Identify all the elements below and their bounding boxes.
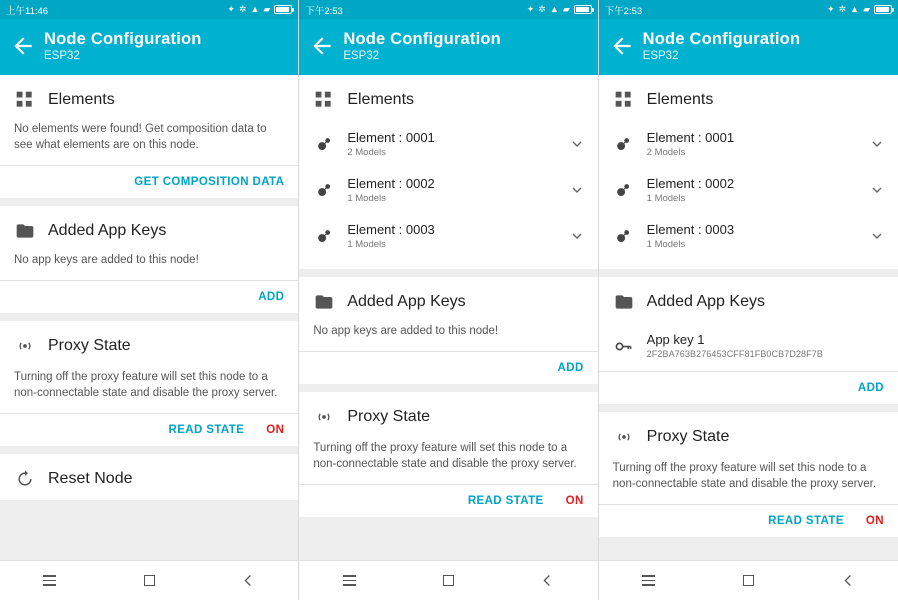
bluetooth-icon: ✦ [227, 4, 235, 14]
home-icon[interactable] [129, 561, 169, 600]
wifi-icon: ▲ [850, 4, 860, 14]
scroll-body[interactable] [599, 75, 898, 560]
appkeys-card-title: Added App Keys [48, 222, 167, 239]
proxy-description: Turning off the proxy feature will set this node to a non-connectable state and disable the proxy server. [612, 462, 877, 490]
elements-empty-text: No elements were found! Get composition data to see what elements are on this node. [14, 123, 267, 151]
element-models: 2 Models [646, 147, 686, 158]
battery-icon [274, 5, 292, 14]
proxy-card [299, 392, 597, 517]
chevron-down-icon[interactable] [568, 135, 586, 153]
status-bar [299, 0, 597, 19]
appkeys-card-actions [0, 281, 298, 313]
proxy-state-toggle[interactable]: ON [565, 495, 584, 507]
appkeys-empty-text: No app keys are added to this node! [313, 325, 499, 337]
proxy-card-title: Proxy State [347, 408, 431, 425]
gear-icon: ✲ [238, 4, 247, 14]
element-name: Element : 0001 [347, 130, 435, 145]
element-node-icon [613, 133, 635, 155]
status-clock: 上午11:46 [6, 5, 49, 17]
signal-icon: ▰ [863, 4, 870, 14]
scroll-body[interactable] [299, 75, 597, 560]
proxy-state-toggle[interactable]: ON [266, 424, 285, 436]
proxy-state-toggle[interactable]: ON [865, 515, 884, 527]
status-icons [827, 5, 892, 14]
list-item[interactable] [299, 213, 597, 259]
proxy-card [0, 321, 298, 446]
signal-icon: ▰ [263, 4, 271, 14]
proxy-card-actions [599, 505, 898, 537]
wifi-icon: ▲ [250, 4, 260, 14]
scroll-body[interactable] [0, 75, 298, 560]
proxy-broadcast-icon [613, 426, 635, 448]
back-icon[interactable] [528, 561, 568, 600]
page-title: Node Configuration [44, 30, 202, 48]
elements-card-header [299, 75, 597, 121]
status-icons [527, 5, 592, 14]
chevron-down-icon[interactable] [868, 181, 886, 199]
page-title: Node Configuration [343, 30, 501, 48]
folder-icon [313, 291, 335, 313]
element-node-icon [313, 179, 335, 201]
gear-icon: ✲ [538, 4, 546, 14]
reset-node-card [0, 454, 298, 500]
elements-card-actions [0, 166, 298, 198]
appkeys-card-title: Added App Keys [646, 293, 765, 310]
page-subtitle: ESP32 [642, 50, 679, 62]
add-app-key-button[interactable]: ADD [258, 291, 285, 303]
element-node-icon [613, 225, 635, 247]
recents-icon[interactable] [629, 561, 669, 600]
app-bar [599, 19, 898, 75]
chevron-down-icon[interactable] [868, 135, 886, 153]
system-nav-bar [599, 560, 898, 600]
app-key-value: 2F2BA763B276453CFF81FB0CB7D28F7B [646, 349, 823, 359]
proxy-card-actions [299, 485, 597, 517]
elements-card [0, 75, 298, 198]
elements-card-title: Elements [48, 91, 115, 108]
appkeys-card-header [0, 206, 298, 252]
screen-2 [299, 0, 598, 600]
element-name: Element : 0002 [347, 176, 435, 191]
chevron-down-icon[interactable] [568, 181, 586, 199]
chevron-down-icon[interactable] [568, 227, 586, 245]
status-clock: 下午2:53 [305, 5, 343, 17]
element-name: Element : 0002 [646, 176, 735, 191]
elements-card-header [0, 75, 298, 121]
appkeys-card-actions [299, 352, 597, 384]
page-subtitle: ESP32 [343, 50, 380, 62]
status-icons [227, 5, 292, 14]
list-item[interactable] [599, 323, 898, 371]
elements-card [299, 75, 597, 269]
system-nav-bar [0, 560, 298, 600]
add-app-key-button[interactable]: ADD [557, 362, 584, 374]
element-models: 2 Models [347, 147, 386, 158]
key-icon [613, 335, 635, 357]
proxy-card-header [299, 392, 597, 438]
proxy-card-actions [0, 414, 298, 446]
wifi-icon: ▲ [549, 4, 559, 14]
back-icon[interactable] [229, 561, 269, 600]
proxy-description: Turning off the proxy feature will set this node to a non-connectable state and disable the proxy server. [313, 442, 577, 470]
appkeys-empty-text: No app keys are added to this node! [14, 254, 199, 266]
appkeys-card [0, 206, 298, 313]
element-node-icon [613, 179, 635, 201]
appkeys-card [599, 277, 898, 404]
proxy-card-header [599, 412, 898, 458]
back-arrow-icon[interactable] [609, 33, 635, 59]
list-item[interactable] [299, 121, 597, 167]
element-models: 1 Models [646, 239, 686, 250]
read-state-button[interactable]: READ STATE [168, 424, 245, 436]
element-name: Element : 0003 [646, 222, 735, 237]
list-item[interactable] [299, 167, 597, 213]
element-node-icon [313, 133, 335, 155]
list-item[interactable] [599, 167, 898, 213]
elements-card-title: Elements [347, 91, 415, 108]
element-node-icon [313, 225, 335, 247]
back-icon[interactable] [828, 561, 868, 600]
home-icon[interactable] [428, 561, 468, 600]
add-app-key-button[interactable]: ADD [857, 382, 884, 394]
proxy-description: Turning off the proxy feature will set this node to a non-connectable state and disable the proxy server. [14, 371, 278, 399]
reset-node-header[interactable] [0, 454, 298, 500]
elements-card [599, 75, 898, 269]
appkeys-card-header [299, 277, 597, 323]
proxy-card-title: Proxy State [646, 428, 730, 445]
element-name: Element : 0001 [646, 130, 735, 145]
screen-1 [0, 0, 299, 600]
status-bar [0, 0, 298, 19]
signal-icon: ▰ [562, 4, 570, 14]
proxy-broadcast-icon [313, 406, 335, 428]
proxy-broadcast-icon [14, 335, 36, 357]
folder-icon [14, 220, 36, 242]
elements-grid-icon [613, 89, 635, 111]
home-icon[interactable] [728, 561, 768, 600]
battery-icon [874, 5, 892, 14]
proxy-card [599, 412, 898, 537]
list-item[interactable] [599, 213, 898, 259]
appkeys-card-actions [599, 372, 898, 404]
reset-icon [14, 468, 36, 490]
elements-grid-icon [14, 89, 36, 111]
folder-icon [613, 291, 635, 313]
gear-icon: ✲ [838, 4, 847, 14]
reset-node-title: Reset Node [48, 470, 133, 487]
element-name: Element : 0003 [347, 222, 435, 237]
back-arrow-icon[interactable] [10, 33, 36, 59]
app-bar [299, 19, 597, 75]
page-subtitle: ESP32 [44, 50, 80, 62]
recents-icon[interactable] [329, 561, 369, 600]
element-models: 1 Models [646, 193, 686, 204]
screen-3 [599, 0, 898, 600]
app-key-name: App key 1 [646, 332, 705, 347]
elements-card-header [599, 75, 898, 121]
appkeys-card-title: Added App Keys [347, 293, 466, 310]
battery-icon [574, 5, 592, 14]
element-models: 1 Models [347, 239, 386, 250]
page-title: Node Configuration [642, 30, 801, 48]
recents-icon[interactable] [30, 561, 70, 600]
bluetooth-icon: ✦ [526, 4, 535, 14]
bluetooth-icon: ✦ [827, 4, 835, 14]
back-arrow-icon[interactable] [309, 33, 335, 59]
app-bar [0, 19, 298, 75]
system-nav-bar [299, 560, 597, 600]
appkeys-card [299, 277, 597, 384]
proxy-card-header [0, 321, 298, 367]
elements-grid-icon [313, 89, 335, 111]
proxy-card-title: Proxy State [48, 337, 131, 354]
appkeys-card-header [599, 277, 898, 323]
read-state-button[interactable]: READ STATE [467, 495, 544, 507]
get-composition-data-button[interactable]: GET COMPOSITION DATA [134, 176, 285, 188]
elements-card-title: Elements [646, 91, 714, 108]
element-models: 1 Models [347, 193, 386, 204]
status-bar [599, 0, 898, 19]
read-state-button[interactable]: READ STATE [768, 515, 844, 527]
list-item[interactable] [599, 121, 898, 167]
status-clock: 下午2:53 [604, 5, 643, 17]
chevron-down-icon[interactable] [868, 227, 886, 245]
